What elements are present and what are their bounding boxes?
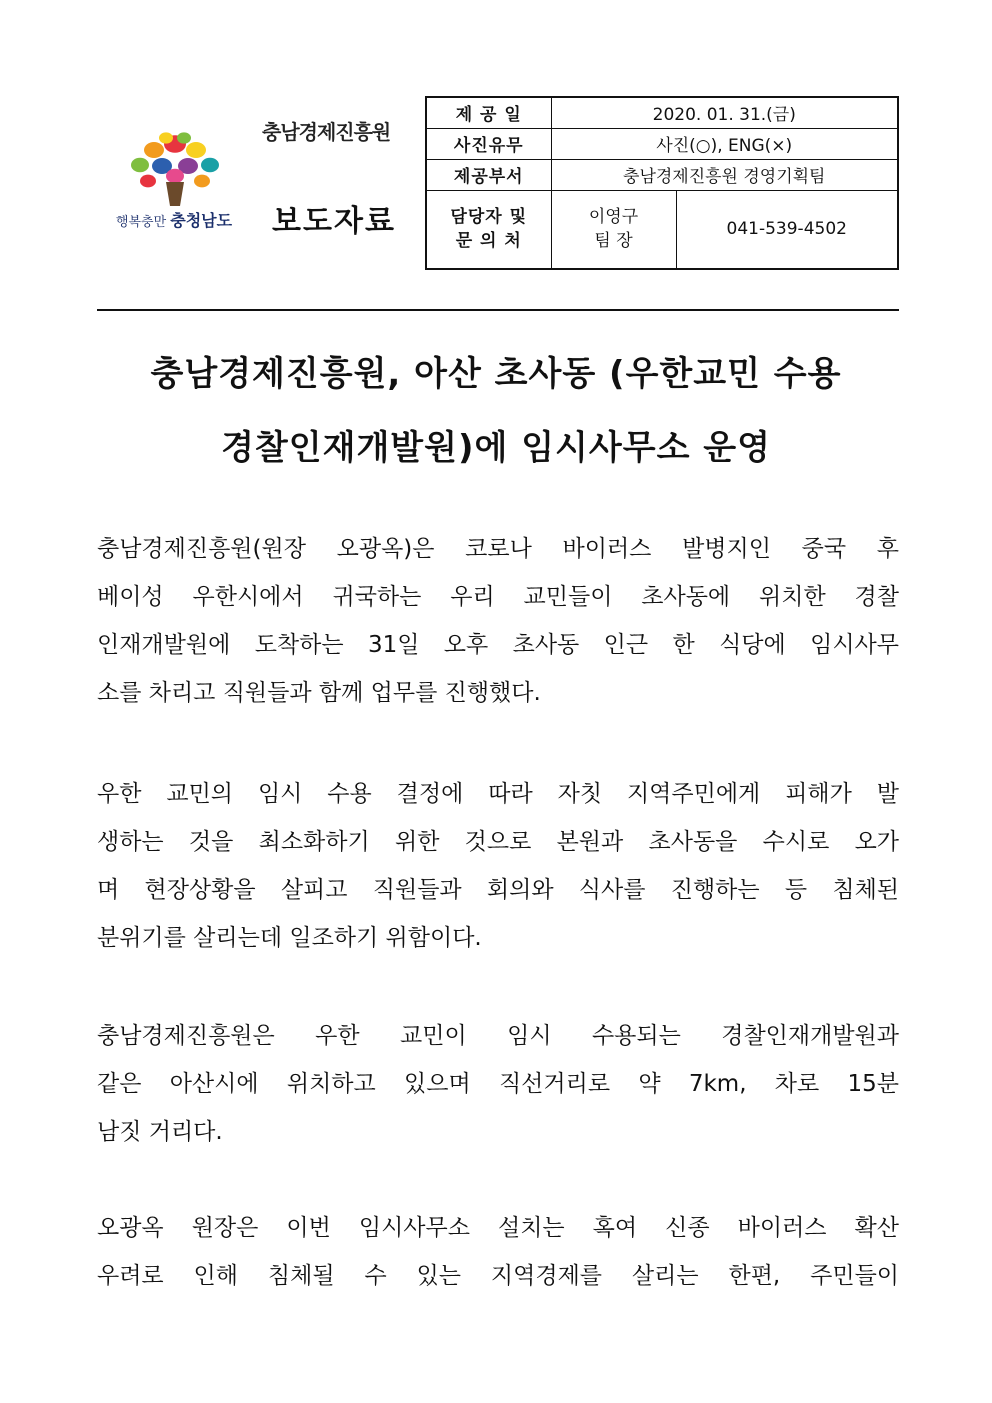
contact-label xyxy=(426,190,551,269)
paragraph-line: 베이성 우한시에서 귀국하는 우리 교민들이 초사동에 위치한 경찰 xyxy=(97,584,899,610)
logo-province: 충청남도 xyxy=(170,211,233,230)
paragraph-line: 오광옥 원장은 이번 임시사무소 설치는 혹여 신종 바이러스 확산 xyxy=(97,1215,899,1241)
headline-line-1: 충남경제진흥원, 아산 초사동 (우한교민 수용 xyxy=(150,354,842,394)
press-release-label: 보도자료 xyxy=(272,204,396,239)
contact-label-line: 문 의 처 xyxy=(455,231,522,252)
body-paragraph-2 xyxy=(97,770,899,962)
body-paragraph-1 xyxy=(97,525,899,717)
logo-leaf xyxy=(144,142,164,158)
logo-leaf xyxy=(194,175,210,188)
info-value: 2020. 01. 31.(금) xyxy=(551,97,898,128)
info-label: 사진유무 xyxy=(426,128,551,159)
info-row-department xyxy=(426,159,898,190)
paragraph-line: 며 현장상황을 살피고 직원들과 회의와 식사를 진행하는 등 침체된 xyxy=(97,877,899,903)
logo-wordmark xyxy=(104,208,244,231)
paragraph-line: 분위기를 살리는데 일조하기 위함이다. xyxy=(97,925,482,951)
paragraph-line: 충남경제진흥원(원장 오광옥)은 코로나 바이러스 발병지인 중국 후 xyxy=(97,536,899,562)
body-paragraph-4 xyxy=(97,1204,899,1300)
logo-leaf xyxy=(201,158,219,172)
info-row-date xyxy=(426,97,898,128)
paragraph-line: 인재개발원에 도착하는 31일 오후 초사동 인근 한 식당에 임시사무 xyxy=(97,632,899,658)
headline-line-2: 경찰인재개발원)에 임시사무소 운영 xyxy=(221,428,771,468)
contact-name: 이영구 xyxy=(588,207,639,228)
info-row-contact xyxy=(426,190,898,269)
logo-leaf xyxy=(186,142,206,158)
logo-leaf xyxy=(177,132,191,143)
paragraph-line: 생하는 것을 최소화하기 위한 것으로 본원과 초사동을 수시로 오가 xyxy=(97,829,899,855)
paragraph-line: 충남경제진흥원은 우한 교민이 임시 수용되는 경찰인재개발원과 xyxy=(97,1023,899,1049)
info-value: 충남경제진흥원 경영기획팀 xyxy=(551,159,898,190)
organization-name: 충남경제진흥원 xyxy=(262,120,391,144)
logo-slogan: 행복충만 xyxy=(115,215,167,230)
logo-leaf xyxy=(159,132,173,143)
contact-person xyxy=(551,190,676,269)
paragraph-line: 소를 차리고 직원들과 함께 업무를 진행했다. xyxy=(97,680,541,706)
logo-leaf xyxy=(131,158,149,172)
info-label: 제 공 일 xyxy=(426,97,551,128)
release-info-table xyxy=(425,96,899,270)
info-row-photo xyxy=(426,128,898,159)
paragraph-line: 우려로 인해 침체될 수 있는 지역경제를 살리는 한편, 주민들이 xyxy=(97,1263,899,1289)
paragraph-line: 남짓 거리다. xyxy=(97,1119,223,1145)
body-paragraph-3 xyxy=(97,1012,899,1156)
paragraph-line: 같은 아산시에 위치하고 있으며 직선거리로 약 7km, 차로 15분 xyxy=(97,1071,899,1097)
header-divider xyxy=(97,309,899,311)
logo-leaf xyxy=(140,175,156,188)
tree-logo-icon xyxy=(104,132,244,208)
province-logo xyxy=(104,132,244,242)
contact-label-line: 담당자 및 xyxy=(450,207,528,228)
info-value: 사진(○), ENG(×) xyxy=(551,128,898,159)
paragraph-line: 우한 교민의 임시 수용 결정에 따라 자칫 지역주민에게 피해가 발 xyxy=(97,781,899,807)
logo-leaf xyxy=(166,169,184,183)
contact-phone: 041-539-4502 xyxy=(676,190,898,269)
info-label: 제공부서 xyxy=(426,159,551,190)
contact-position: 팀 장 xyxy=(594,231,633,252)
